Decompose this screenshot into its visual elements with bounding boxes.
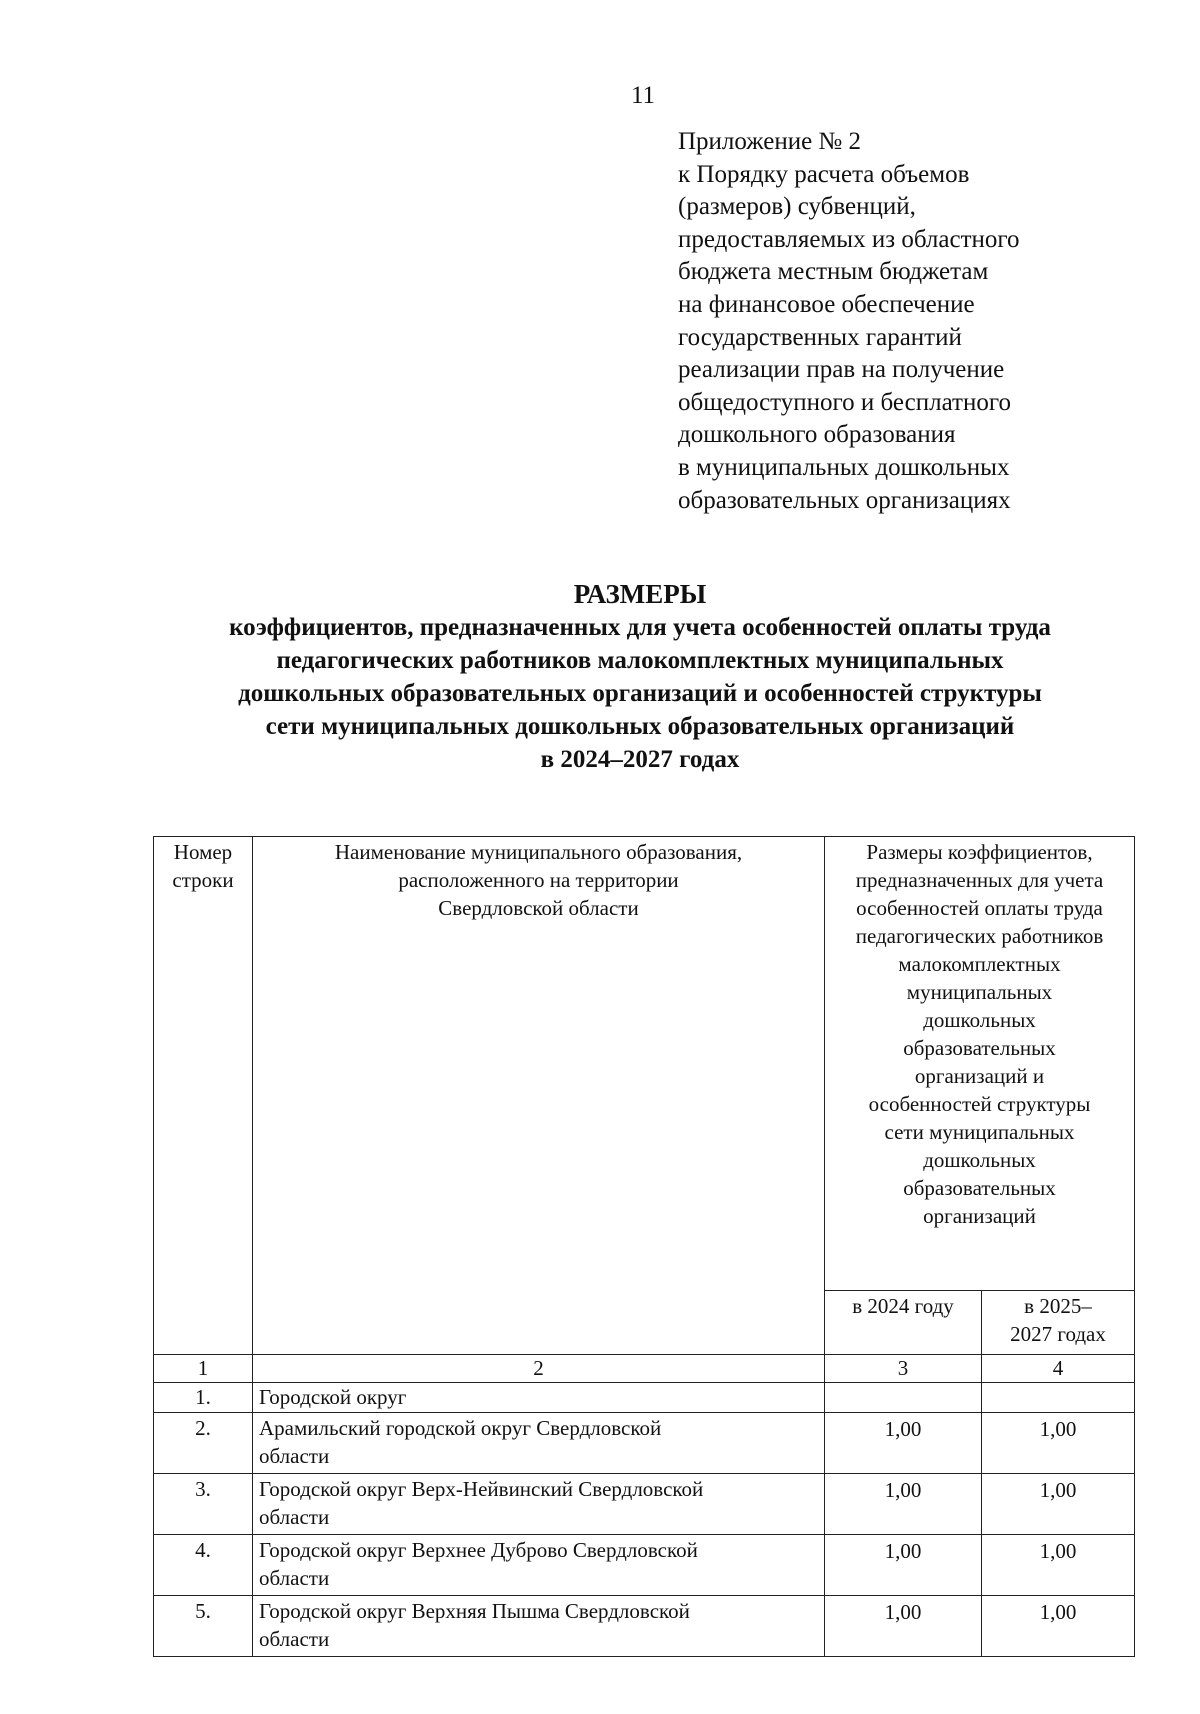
- row-name: Городской округ Верх-Нейвинский Свердловской области: [253, 1474, 825, 1535]
- column-index: 1: [154, 1355, 253, 1383]
- table-row: [154, 1474, 1135, 1535]
- heading-line: коэффициентов, предназначенных для учета особенностей оплаты труда: [229, 614, 1051, 641]
- heading-line: сети муниципальных дошкольных образовательных организаций: [265, 713, 1015, 740]
- coefficients-table: [153, 836, 1135, 1657]
- row-value-2024: 1,00: [825, 1596, 982, 1657]
- row-value-2025-2027: 1,00: [982, 1535, 1135, 1596]
- row-value-2024: 1,00: [825, 1474, 982, 1535]
- column-index-row: [154, 1355, 1135, 1383]
- appendix-line: Приложение № 2: [678, 128, 862, 155]
- column-index: 2: [253, 1355, 825, 1383]
- row-value-2025-2027: 1,00: [982, 1474, 1135, 1535]
- appendix-line: предоставляемых из областного: [678, 225, 1020, 253]
- row-number: 1.: [154, 1383, 253, 1413]
- header-year-2024: в 2024 году: [825, 1291, 982, 1355]
- row-value-2024: 1,00: [825, 1535, 982, 1596]
- table-header-row: [154, 837, 1135, 1291]
- row-value-2024: 1,00: [825, 1413, 982, 1474]
- document-heading: [140, 578, 1140, 776]
- heading-line: дошкольных образовательных организаций и особенностей структуры: [238, 680, 1042, 707]
- header-row-number: Номер строки: [154, 837, 253, 1355]
- column-index: 3: [825, 1355, 982, 1383]
- header-municipality-name: Наименование муниципального образования, расположенного на территории Свердловской области: [253, 837, 825, 1355]
- table-row: [154, 1383, 1135, 1413]
- page-number: 11: [630, 82, 656, 109]
- header-coefficients: Размеры коэффициентов, предназначенных для учета особенностей оплаты труда педагогических работников малокомплектных муниципальных дошкольных образовательных организаций и особенностей структуры сети муниципальных дошкольных образовательных организаций: [825, 837, 1135, 1291]
- column-index: 4: [982, 1355, 1135, 1383]
- heading-line: в 2024–2027 годах: [540, 746, 740, 773]
- row-number: 3.: [154, 1474, 253, 1535]
- appendix-line: в муниципальных дошкольных: [678, 453, 1010, 481]
- row-name: Городской округ Верхнее Дуброво Свердловской области: [253, 1535, 825, 1596]
- row-number: 2.: [154, 1413, 253, 1474]
- row-name: Городской округ Верхняя Пышма Свердловской области: [253, 1596, 825, 1657]
- appendix-line: на финансовое обеспечение: [678, 290, 975, 318]
- appendix-line: к Порядку расчета объемов: [678, 160, 970, 188]
- header-year-2025-2027: в 2025– 2027 годах: [982, 1291, 1135, 1355]
- appendix-line: образовательных организациях: [678, 486, 1011, 514]
- table-row: [154, 1413, 1135, 1474]
- appendix-line: общедоступного и бесплатного: [678, 388, 1011, 416]
- appendix-line: бюджета местным бюджетам: [678, 258, 989, 286]
- row-number: 5.: [154, 1596, 253, 1657]
- row-value-2024: [825, 1383, 982, 1413]
- appendix-line: государственных гарантий: [678, 323, 962, 351]
- row-value-2025-2027: 1,00: [982, 1596, 1135, 1657]
- row-value-2025-2027: [982, 1383, 1135, 1413]
- row-number: 4.: [154, 1535, 253, 1596]
- appendix-line: реализации прав на получение: [678, 356, 1005, 384]
- appendix-line: (размеров) субвенций,: [678, 193, 916, 221]
- table-row: [154, 1535, 1135, 1596]
- table-row: [154, 1596, 1135, 1657]
- heading-title: РАЗМЕРЫ: [573, 579, 707, 609]
- appendix-line: дошкольного образования: [678, 421, 956, 449]
- row-name: Городской округ: [253, 1383, 825, 1413]
- heading-line: педагогических работников малокомплектных муниципальных: [276, 647, 1004, 674]
- row-value-2025-2027: 1,00: [982, 1413, 1135, 1474]
- row-name: Арамильский городской округ Свердловской области: [253, 1413, 825, 1474]
- appendix-block: [678, 126, 1138, 517]
